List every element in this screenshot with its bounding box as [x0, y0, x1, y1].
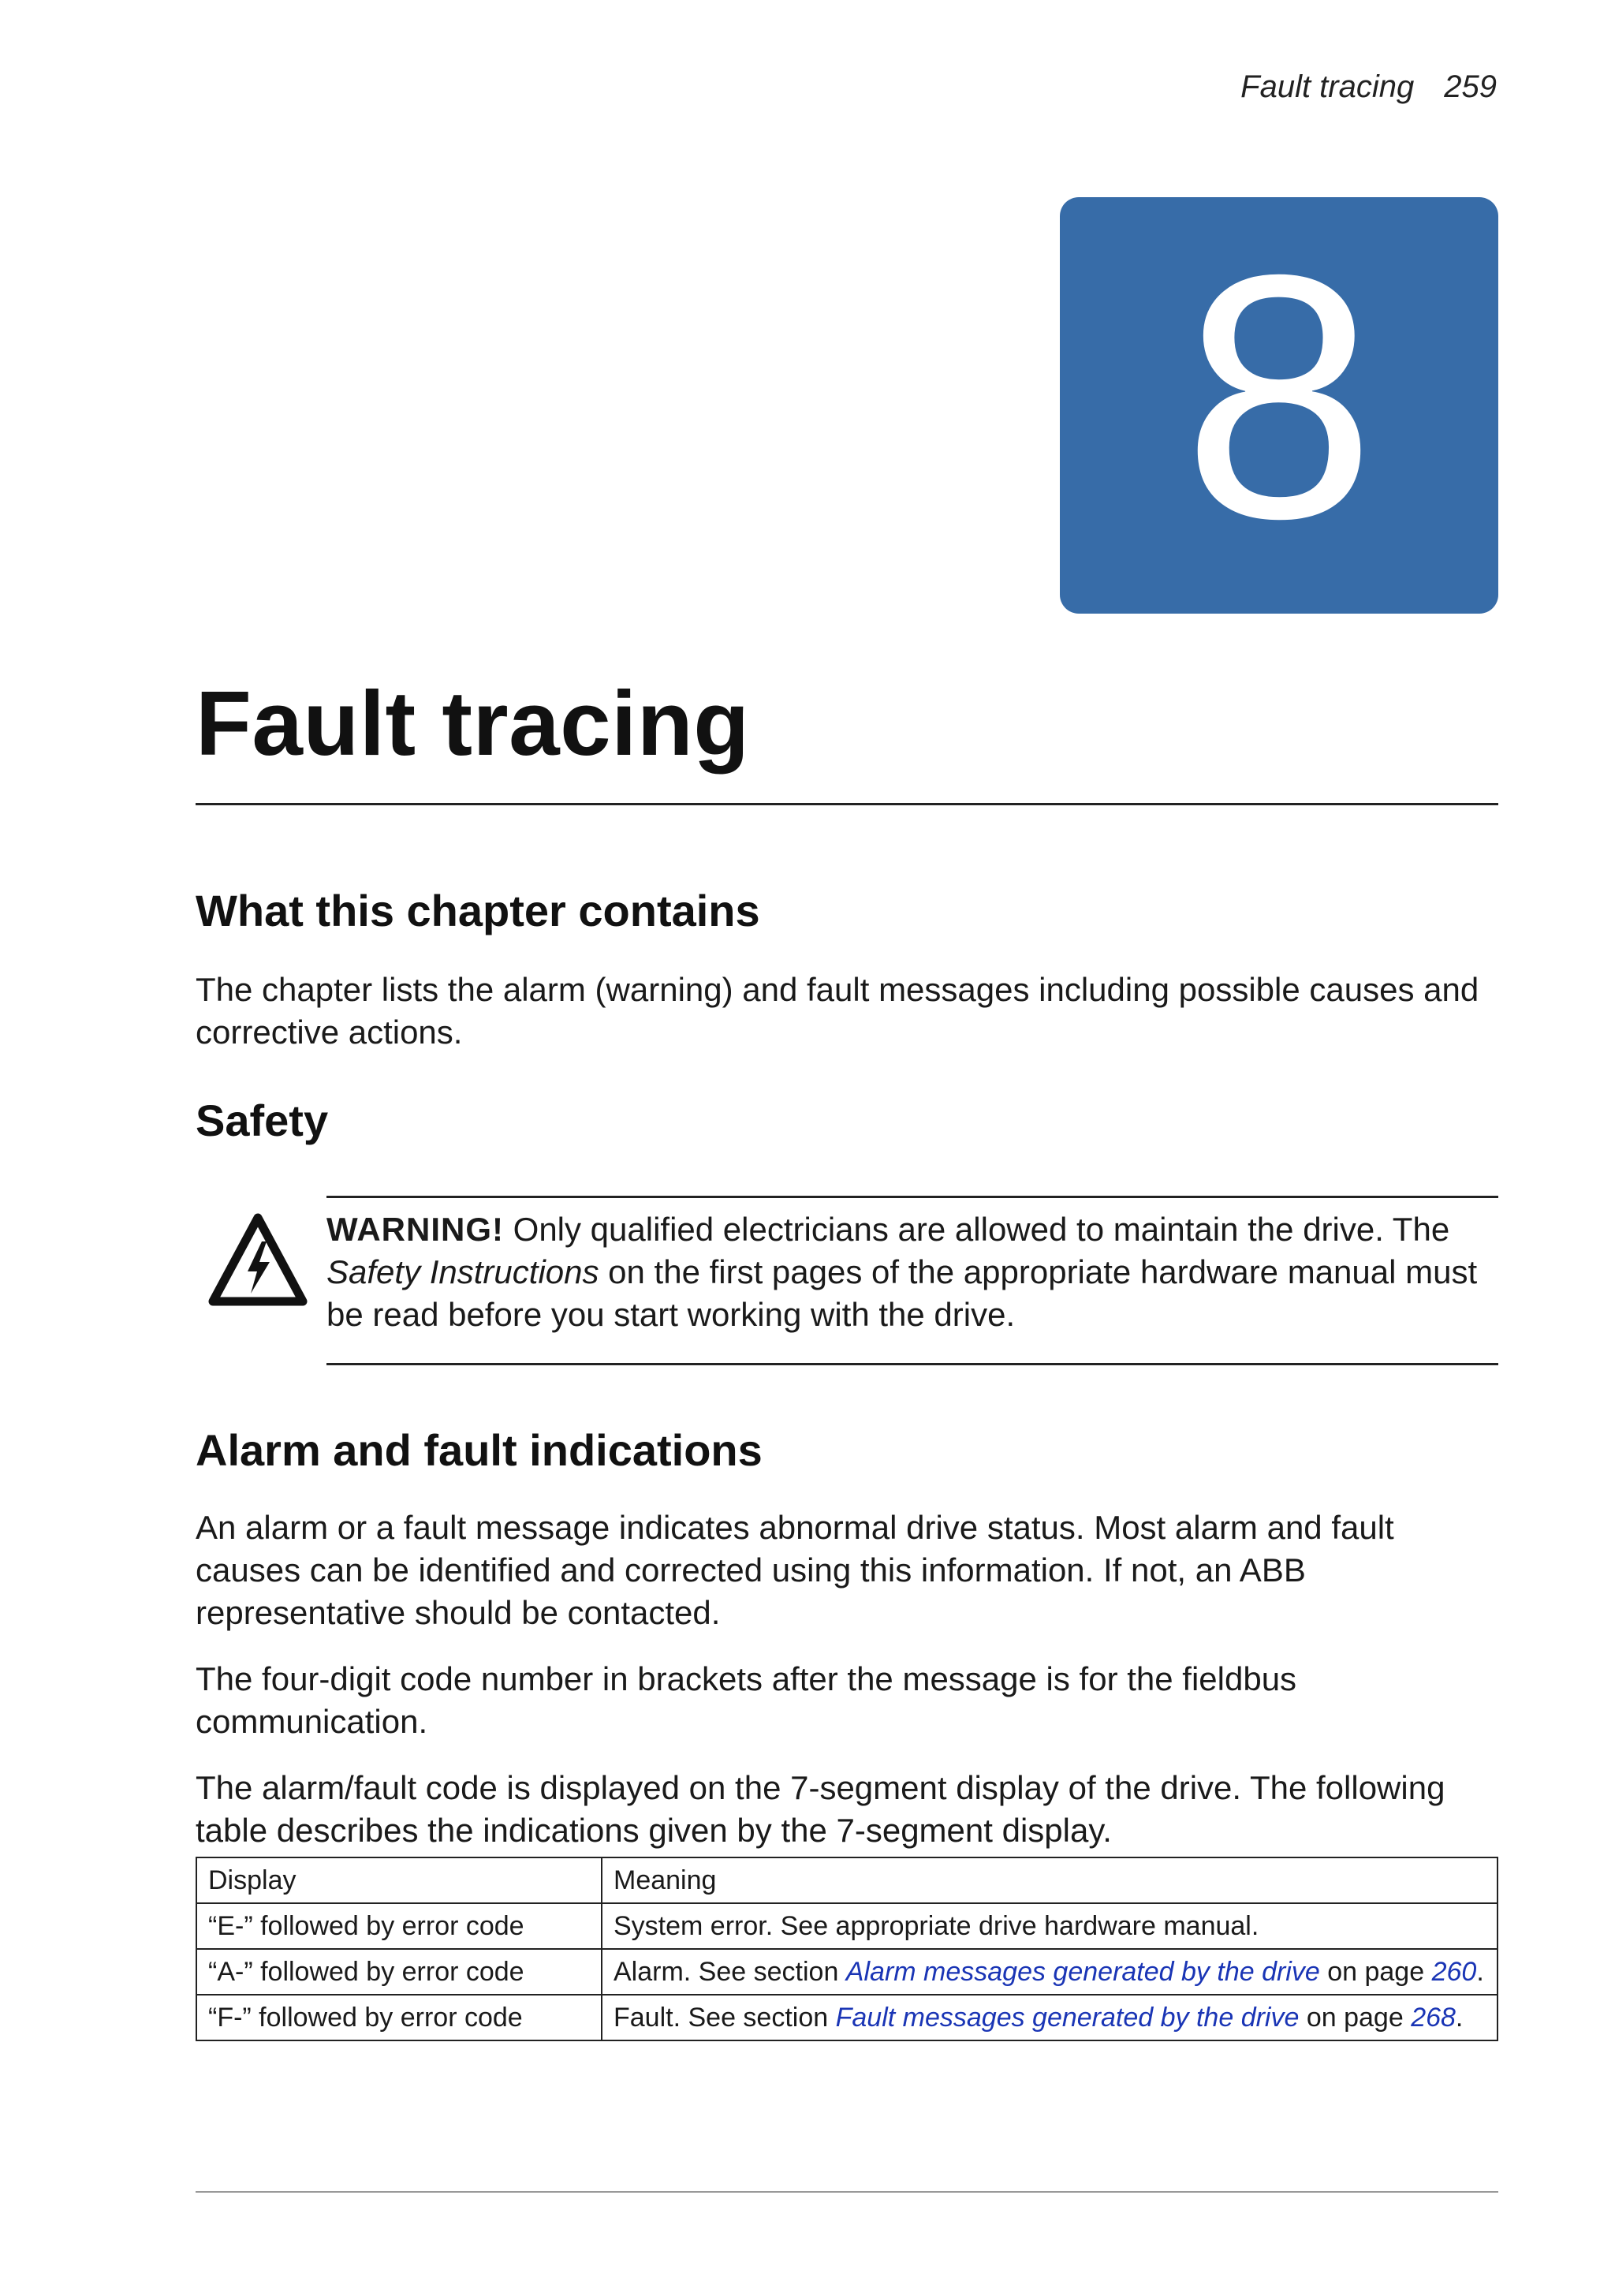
- chapter-number-badge: [1060, 197, 1498, 614]
- warning-label: WARNING!: [326, 1211, 504, 1248]
- warning-text-part: on the first pages of the appropriate hardware manual must be read before you start working with the drive.: [326, 1253, 1478, 1333]
- table-header-meaning: Meaning: [602, 1857, 1498, 1903]
- table-row: [196, 1995, 1498, 2040]
- meaning-text: on page: [1319, 1956, 1432, 1987]
- chapter-title: Fault tracing: [196, 672, 750, 775]
- section-link-fault-messages[interactable]: Fault messages generated by the drive: [835, 2002, 1300, 2033]
- page-link-268[interactable]: 268: [1411, 2002, 1456, 2033]
- table-cell-meaning: [602, 1949, 1498, 1995]
- warning-top-rule: [326, 1196, 1498, 1198]
- indications-paragraph-3: The alarm/fault code is displayed on the 7-segment display of the drive. The following table describes the indications given by the 7-segment display.: [196, 1769, 1445, 1849]
- table-cell-display: “E-” followed by error code: [196, 1903, 602, 1949]
- table-header-row: [196, 1857, 1498, 1903]
- meaning-text: .: [1455, 2002, 1464, 2033]
- table-cell-display: “F-” followed by error code: [196, 1995, 602, 2040]
- meaning-text: Alarm. See section: [614, 1956, 846, 1987]
- section-heading-safety: Safety: [196, 1096, 329, 1145]
- running-title: Fault tracing: [1240, 69, 1415, 104]
- meaning-text: Fault. See section: [614, 2002, 836, 2033]
- page-number: 259: [1444, 69, 1497, 104]
- table-row: [196, 1949, 1498, 1995]
- indications-table: [196, 1857, 1498, 2041]
- table-cell-meaning: [602, 1995, 1498, 2040]
- section-link-alarm-messages[interactable]: Alarm messages generated by the drive: [845, 1956, 1320, 1987]
- table-header-display: Display: [196, 1857, 602, 1903]
- page-link-260[interactable]: 260: [1431, 1956, 1477, 1987]
- chapter-number: 8: [1182, 203, 1376, 591]
- table-cell-meaning: System error. See appropriate drive hardware manual.: [602, 1903, 1498, 1949]
- meaning-text: on page: [1299, 2002, 1412, 2033]
- running-header: [1240, 69, 1497, 105]
- footer-divider: [196, 2191, 1498, 2193]
- electrical-hazard-icon: [207, 1211, 309, 1309]
- meaning-text: .: [1476, 1956, 1484, 1987]
- section-heading-contains: What this chapter contains: [196, 886, 760, 935]
- warning-text: [326, 1208, 1498, 1336]
- contains-paragraph: The chapter lists the alarm (warning) and fault messages including possible causes and corrective actions.: [196, 971, 1479, 1051]
- warning-text-part: Only qualified electricians are allowed to maintain the drive. The: [503, 1211, 1450, 1248]
- safety-instructions-title: Safety Instructions: [326, 1253, 599, 1290]
- title-divider: [196, 803, 1498, 805]
- section-heading-indications: Alarm and fault indications: [196, 1425, 763, 1475]
- indications-paragraph-1: An alarm or a fault message indicates abnormal drive status. Most alarm and fault causes can be identified and corrected using this information. If not, an ABB representative should be contacted.: [196, 1509, 1394, 1631]
- table-cell-display: “A-” followed by error code: [196, 1949, 602, 1995]
- indications-paragraph-2: The four-digit code number in brackets after the message is for the fieldbus communication.: [196, 1660, 1297, 1740]
- warning-bottom-rule: [326, 1363, 1498, 1365]
- table-row: [196, 1903, 1498, 1949]
